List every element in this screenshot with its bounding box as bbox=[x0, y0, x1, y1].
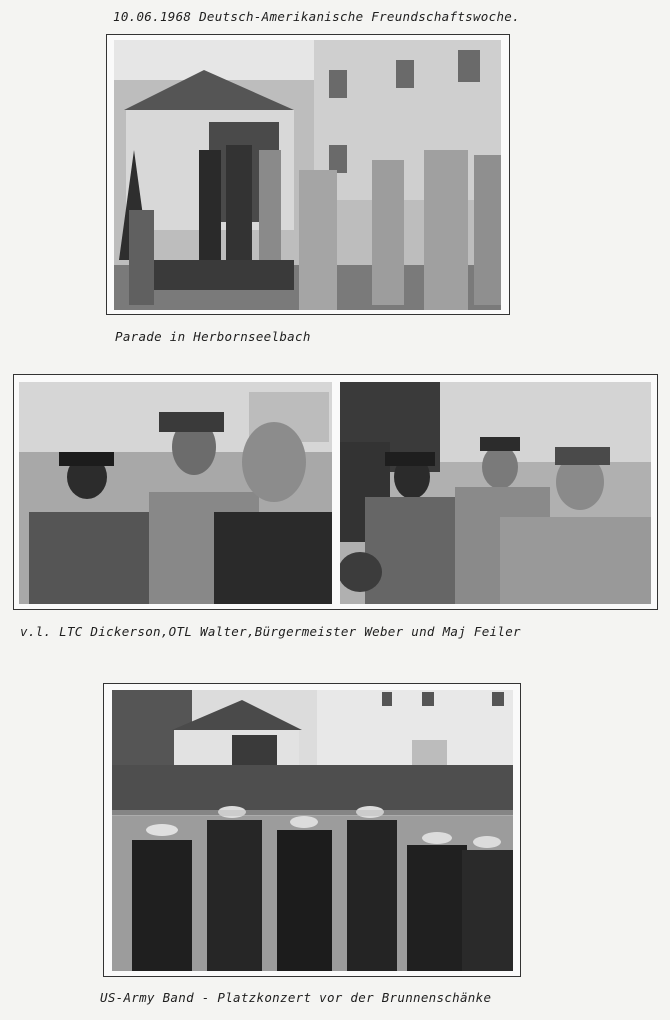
parade-image bbox=[114, 40, 501, 310]
photo-officers-left bbox=[19, 382, 332, 604]
photo-frame-parade bbox=[106, 34, 510, 315]
photo-officers-right bbox=[340, 382, 651, 604]
photo-band bbox=[112, 690, 513, 971]
photo-frame-officers bbox=[13, 374, 658, 610]
photo-frame-band bbox=[103, 683, 521, 977]
caption-officers: v.l. LTC Dickerson,OTL Walter,Bürgermeister Weber und Maj Feiler bbox=[20, 624, 521, 639]
photo-parade bbox=[114, 40, 501, 310]
caption-band: US-Army Band - Platzkonzert vor der Brunnenschänke bbox=[100, 990, 492, 1005]
header-caption: 10.06.1968 Deutsch-Amerikanische Freundschaftswoche. bbox=[113, 9, 520, 24]
officers-left-image bbox=[19, 382, 332, 604]
band-image bbox=[112, 690, 513, 971]
officers-right-image bbox=[340, 382, 651, 604]
caption-parade: Parade in Herbornseelbach bbox=[115, 329, 311, 344]
